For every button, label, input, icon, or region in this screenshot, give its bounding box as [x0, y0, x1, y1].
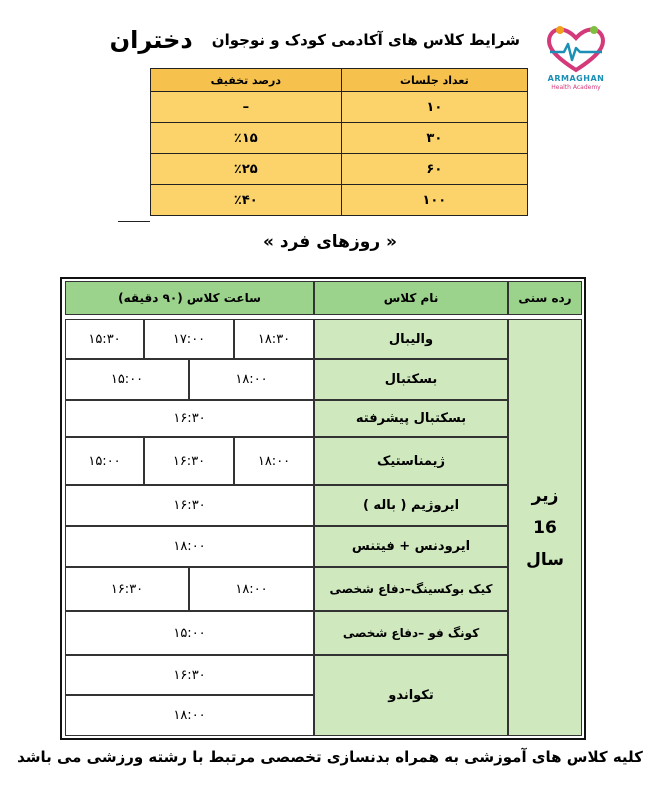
- time-slot: ۱۶:۳۰: [65, 567, 189, 611]
- time-slot: ۱۸:۰۰: [189, 359, 314, 400]
- time-slot: ۱۷:۰۰: [144, 319, 234, 359]
- age-word-1: زیر: [531, 485, 559, 506]
- time-slot: ۱۶:۳۰: [65, 485, 314, 526]
- time-slot: ۱۸:۰۰: [234, 437, 314, 485]
- sessions-cell: ۶۰: [341, 154, 527, 185]
- time-slot: ۱۶:۳۰: [65, 400, 314, 437]
- title-girls: دختران: [109, 26, 193, 54]
- table-underline: [118, 221, 150, 222]
- discount-row: [151, 185, 528, 216]
- class-name-basketball: بسکتبال: [314, 359, 508, 400]
- discount-row: [151, 92, 528, 123]
- discount-row: [151, 154, 528, 185]
- logo-name: ARMAGHAN: [547, 74, 605, 83]
- title-text: شرایط کلاس های آکادمی کودک و نوجوان: [211, 31, 520, 49]
- discount-cell: ٪۱۵: [151, 123, 342, 154]
- sessions-cell: ۱۰: [341, 92, 527, 123]
- class-name-taekwondo: تکواندو: [314, 655, 508, 736]
- class-name-gymnastics: ژیمناستیک: [314, 437, 508, 485]
- discount-row: [151, 123, 528, 154]
- page-title: [109, 26, 520, 62]
- odd-days-heading: « روزهای فرد »: [262, 232, 398, 252]
- time-slot: ۱۸:۰۰: [65, 526, 314, 567]
- col-time-header: ساعت کلاس (۹۰ دقیقه): [65, 281, 314, 315]
- time-slot: ۱۵:۰۰: [65, 437, 144, 485]
- time-slot: ۱۸:۰۰: [189, 567, 314, 611]
- footer-note: کلیه کلاس های آموزشی به همراه بدنسازی تخصصی مرتبط با رشته ورزشی می باشد: [17, 748, 643, 766]
- col-discount-header: درصد تخفیف: [151, 69, 342, 92]
- logo-subtitle: Health Academy: [551, 84, 601, 91]
- time-slot: ۱۶:۳۰: [65, 655, 314, 695]
- academy-logo: [536, 22, 616, 94]
- time-slot: ۱۵:۳۰: [65, 319, 144, 359]
- class-name-volleyball: والیبال: [314, 319, 508, 359]
- class-name-advanced-basketball: بسکتبال پیشرفته: [314, 400, 508, 437]
- sessions-cell: ۱۰۰: [341, 185, 527, 216]
- col-age-header: رده سنی: [508, 281, 582, 315]
- discount-table-header: [151, 69, 528, 92]
- class-name-kickboxing: کیک بوکسینگ–دفاع شخصی: [314, 567, 508, 611]
- class-name-kungfu: کونگ فو –دفاع شخصی: [314, 611, 508, 655]
- discount-table: [150, 68, 528, 216]
- class-name-aerogym: ایروژیم ( باله ): [314, 485, 508, 526]
- discount-cell: –: [151, 92, 342, 123]
- time-slot: ۱۸:۰۰: [65, 695, 314, 736]
- col-sessions-header: تعداد جلسات: [341, 69, 527, 92]
- logo-heart-icon: [536, 22, 616, 74]
- time-slot: ۱۵:۰۰: [65, 611, 314, 655]
- age-number: 16: [533, 517, 557, 538]
- class-name-aerodance-fitness: ایرودنس + فیتنس: [314, 526, 508, 567]
- discount-cell: ٪۴۰: [151, 185, 342, 216]
- age-word-2: سال: [526, 549, 564, 570]
- sessions-cell: ۳۰: [341, 123, 527, 154]
- discount-cell: ٪۲۵: [151, 154, 342, 185]
- col-class-header: نام کلاس: [314, 281, 508, 315]
- time-slot: ۱۵:۰۰: [65, 359, 189, 400]
- age-group-cell: [508, 319, 582, 736]
- time-slot: ۱۸:۳۰: [234, 319, 314, 359]
- time-slot: ۱۶:۳۰: [144, 437, 234, 485]
